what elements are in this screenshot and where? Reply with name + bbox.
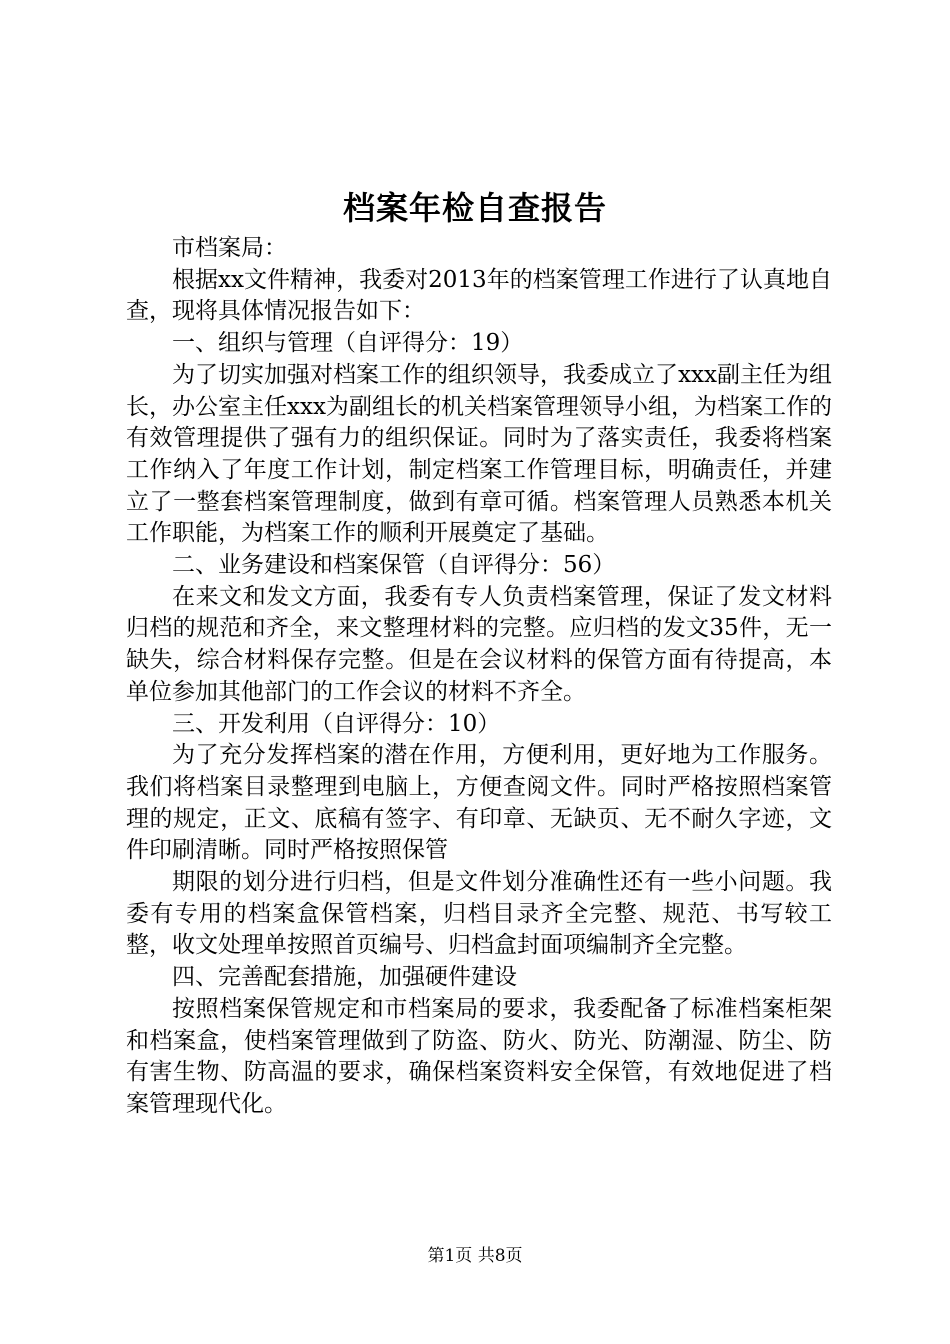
salutation: 市档案局：: [172, 235, 287, 261]
section-heading-1: 一、组织与管理（自评得分：19）: [172, 330, 524, 357]
section-heading-3: 三、开发利用（自评得分：10）: [172, 710, 501, 737]
page-number-footer: 第1页 共8页: [427, 1246, 523, 1266]
document-body: [126, 233, 832, 1121]
section-3-paragraph-a: 为了充分发挥档案的潜在作用，方便利用，更好地为工作服务。我们将档案目录整理到电脑上，方便查阅文件。同时严格按照档案管理的规定，正文、底稿有签字、有印章、无缺页、无不耐久字迹，文件印刷清晰。同时严格按照保管: [126, 742, 832, 864]
section-heading-2: 二、业务建设和档案保管（自评得分：56）: [172, 552, 616, 579]
section-heading-4: 四、完善配套措施，加强硬件建设: [172, 964, 517, 991]
section-1-paragraph: 为了切实加强对档案工作的组织领导，我委成立了xxx副主任为组长，办公室主任xxx为副组长的机关档案管理领导小组，为档案工作的有效管理提供了强有力的组织保证。同时为了落实责任，我委将档案工作纳入了年度工作计划，制定档案工作管理目标，明确责任，并建立了一整套档案管理制度，做到有章可循。档案管理人员熟悉本机关工作职能，为档案工作的顺利开展奠定了基础。: [126, 361, 832, 547]
section-4-paragraph: 按照档案保管规定和市档案局的要求，我委配备了标准档案柜架和档案盒，使档案管理做到了防盗、防火、防光、防潮湿、防尘、防有害生物、防高温的要求，确保档案资料安全保管，有效地促进了档案管理现代化。: [126, 995, 832, 1117]
document-title: 档案年检自查报告: [342, 189, 607, 227]
intro-paragraph: 根据xx文件精神，我委对2013年的档案管理工作进行了认真地自查，现将具体情况报告如下：: [126, 266, 832, 325]
section-2-paragraph: 在来文和发文方面，我委有专人负责档案管理，保证了发文材料归档的规范和齐全，来文整理材料的完整。应归档的发文35件，无一缺失，综合材料保存完整。但是在会议材料的保管方面有待提高，本单位参加其他部门的工作会议的材料不齐全。: [126, 583, 832, 705]
section-3-paragraph-b: 期限的划分进行归档，但是文件划分准确性还有一些小问题。我委有专用的档案盒保管档案，归档目录齐全完整、规范、书写较工整，收文处理单按照首页编号、归档盒封面项编制齐全完整。: [126, 869, 832, 959]
